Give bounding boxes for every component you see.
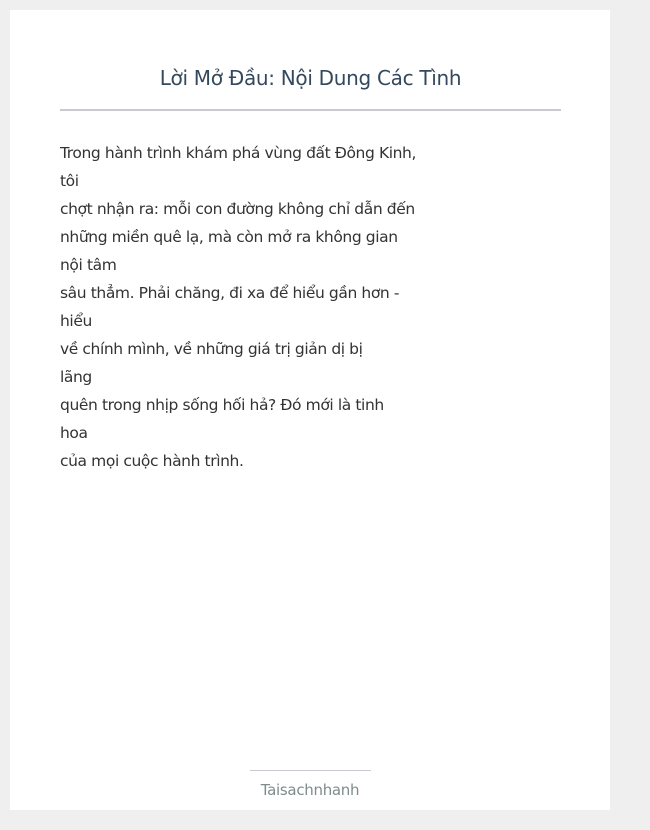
document-page (10, 10, 610, 810)
body-line: quên trong nhịp sống hối hả? Đó mới là tinh (60, 396, 384, 414)
body-line: về chính mình, về những giá trị giản dị bị (60, 340, 363, 358)
body-line: của mọi cuộc hành trình. (60, 452, 244, 470)
body-line: những miền quê lạ, mà còn mở ra không gian (60, 228, 398, 246)
body-line: Trong hành trình khám phá vùng đất Đông Kinh, (60, 144, 416, 162)
body-line: hiểu (60, 312, 92, 330)
body-line: sâu thẳm. Phải chăng, đi xa để hiểu gần hơn - (60, 284, 400, 302)
body-line: tôi (60, 172, 79, 190)
footer-brand: Taisachnhanh (260, 781, 360, 799)
body-paragraph (60, 139, 440, 475)
title-divider (60, 109, 561, 111)
body-line: nội tâm (60, 256, 117, 274)
footer-divider (250, 770, 371, 771)
body-line: lãng (60, 368, 92, 386)
page-title: Lời Mở Đầu: Nội Dung Các Tình (159, 66, 462, 90)
body-line: chợt nhận ra: mỗi con đường không chỉ dẫn đến (60, 200, 415, 218)
body-line: hoa (60, 424, 88, 442)
